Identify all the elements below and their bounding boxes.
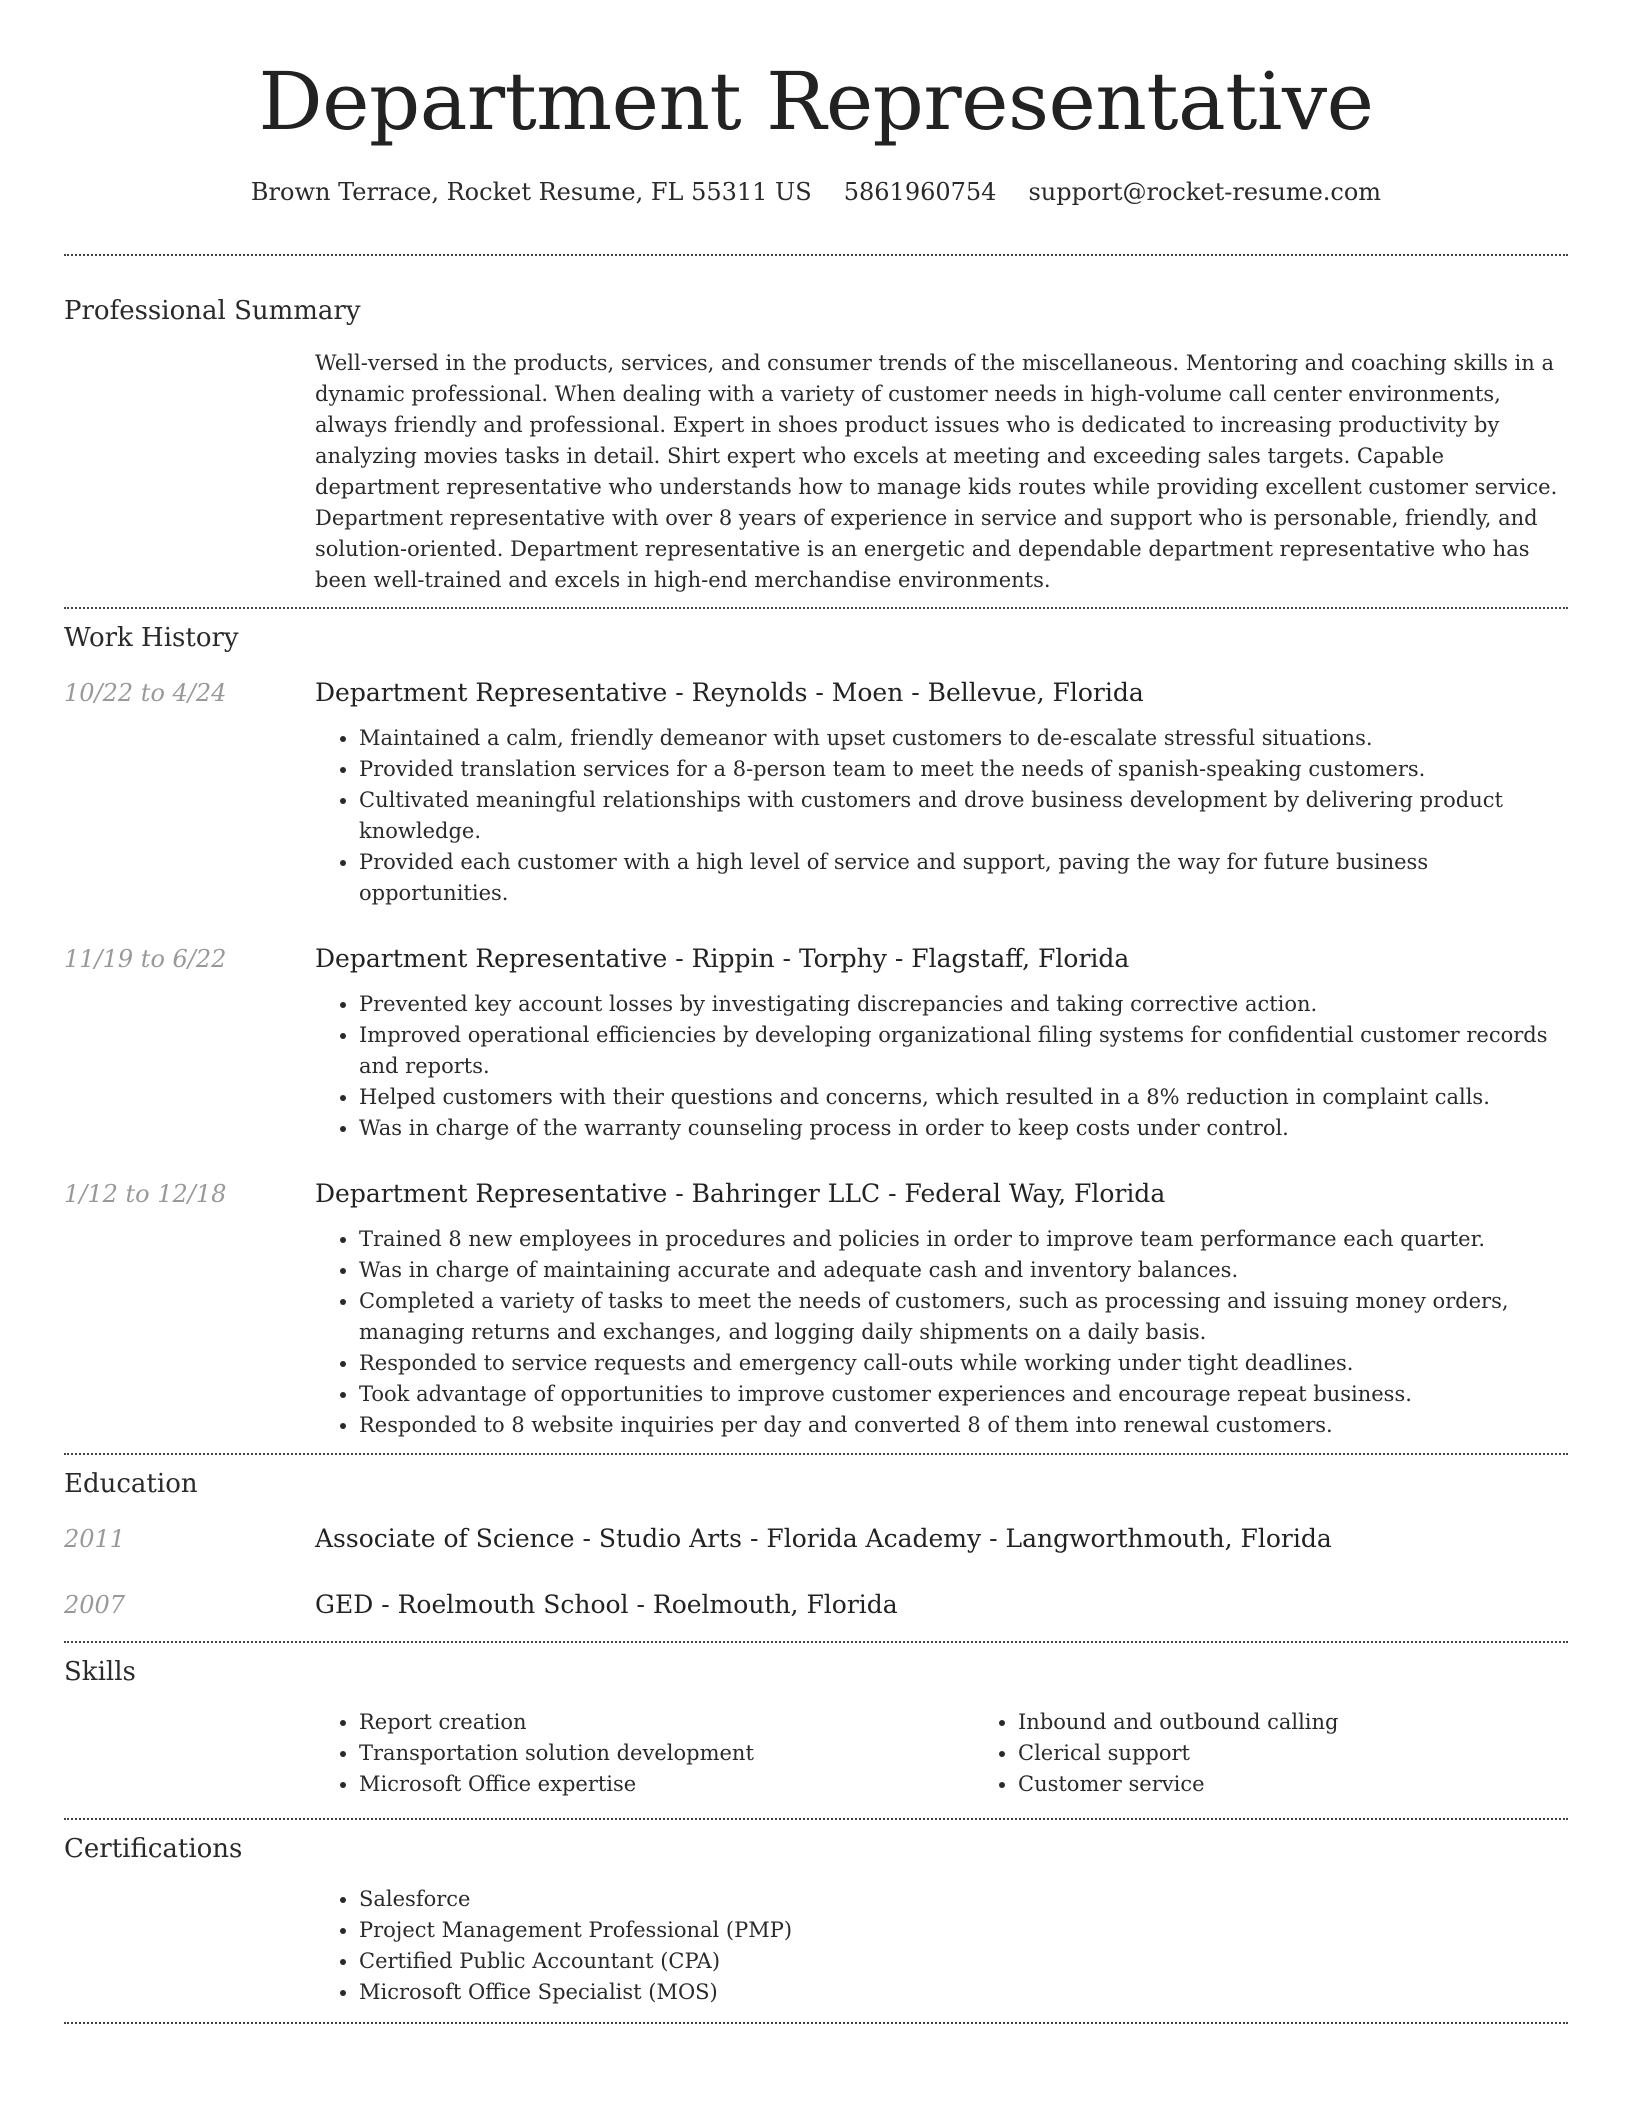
list-item: • Microsoft Office expertise bbox=[359, 1769, 974, 1800]
certifications-section bbox=[64, 1832, 1568, 2008]
list-item: • Salesforce bbox=[359, 1884, 1568, 1915]
education-heading: Education bbox=[64, 1469, 198, 1499]
candidate-name: Department Representative bbox=[258, 55, 1374, 148]
list-item: • Took advantage of opportunities to improve customer experiences and encourage repeat business. bbox=[359, 1379, 1568, 1410]
list-item: • Inbound and outbound calling bbox=[1018, 1707, 1632, 1738]
list-item: • Responded to 8 website inquiries per day and converted 8 of them into renewal customers. bbox=[359, 1410, 1568, 1441]
skills-grid bbox=[315, 1707, 1632, 1800]
contact-line bbox=[64, 176, 1568, 208]
education-section bbox=[64, 1467, 1568, 1621]
list-item: • Was in charge of maintaining accurate and adequate cash and inventory balances. bbox=[359, 1255, 1568, 1286]
list-item: • Microsoft Office Specialist (MOS) bbox=[359, 1977, 1568, 2008]
section-divider bbox=[64, 254, 1568, 256]
education-year: 2011 bbox=[64, 1525, 126, 1553]
job-bullets bbox=[315, 723, 1568, 909]
education-entry bbox=[64, 1589, 1568, 1621]
job-title: Department Representative - Reynolds - Moen - Bellevue, Florida bbox=[315, 678, 1144, 707]
list-item: • Provided translation services for a 8-person team to meet the needs of spanish-speaking customers. bbox=[359, 754, 1568, 785]
list-item: • Was in charge of the warranty counseling process in order to keep costs under control. bbox=[359, 1113, 1568, 1144]
job-dates: 11/19 to 6/22 bbox=[64, 945, 227, 973]
job-title: Department Representative - Rippin - Torphy - Flagstaff, Florida bbox=[315, 944, 1130, 973]
education-entry bbox=[64, 1523, 1568, 1555]
work-history-heading: Work History bbox=[64, 623, 239, 653]
list-item: • Transportation solution development bbox=[359, 1738, 974, 1769]
summary-heading: Professional Summary bbox=[64, 296, 361, 326]
skills-section bbox=[64, 1655, 1568, 1800]
job-entry bbox=[64, 677, 1568, 909]
list-item: • Cultivated meaningful relationships with customers and drove business development by delivering product knowledge. bbox=[359, 785, 1568, 847]
section-divider bbox=[64, 2022, 1568, 2024]
job-bullets bbox=[315, 989, 1568, 1144]
list-item: • Responded to service requests and emergency call-outs while working under tight deadlines. bbox=[359, 1348, 1568, 1379]
education-detail: GED - Roelmouth School - Roelmouth, Florida bbox=[315, 1590, 898, 1619]
education-year: 2007 bbox=[64, 1591, 126, 1619]
contact-email: support@rocket-resume.com bbox=[1028, 178, 1382, 206]
skills-heading: Skills bbox=[64, 1657, 136, 1687]
summary-section bbox=[64, 294, 1568, 596]
section-divider bbox=[64, 1453, 1568, 1455]
list-item: • Maintained a calm, friendly demeanor with upset customers to de-escalate stressful situations. bbox=[359, 723, 1568, 754]
section-divider bbox=[64, 1818, 1568, 1820]
job-title: Department Representative - Bahringer LLC - Federal Way, Florida bbox=[315, 1179, 1166, 1208]
job-dates: 1/12 to 12/18 bbox=[64, 1180, 227, 1208]
job-dates: 10/22 to 4/24 bbox=[64, 679, 227, 707]
list-item: • Clerical support bbox=[1018, 1738, 1632, 1769]
list-item: • Project Management Professional (PMP) bbox=[359, 1915, 1568, 1946]
list-item: • Trained 8 new employees in procedures and policies in order to improve team performance each quarter. bbox=[359, 1224, 1568, 1255]
summary-text: Well-versed in the products, services, and consumer trends of the miscellaneous. Mentoring and coaching skills in a dynamic professional. When dealing with a variety of customer needs in high-volume call center environments, always friendly and professional. Expert in shoes product issues who is dedicated to increasing productivity by analyzing movies tasks in detail. Shirt expert who excels at meeting and exceeding sales targets. Capable department representative who understands how to manage kids routes while providing excellent customer service. Department representative with over 8 years of experience in service and support who is personable, friendly, and solution-oriented. Department representative is an energetic and dependable department representative who has been well-trained and excels in high-end merchandise environments. bbox=[315, 351, 1558, 592]
list-item: • Improved operational efficiencies by developing organizational filing systems for confidential customer records and reports. bbox=[359, 1020, 1568, 1082]
list-item: • Report creation bbox=[359, 1707, 974, 1738]
list-item: • Prevented key account losses by investigating discrepancies and taking corrective action. bbox=[359, 989, 1568, 1020]
contact-phone: 5861960754 bbox=[843, 178, 997, 206]
education-detail: Associate of Science - Studio Arts - Florida Academy - Langworthmouth, Florida bbox=[315, 1524, 1332, 1553]
certifications-heading: Certifications bbox=[64, 1834, 243, 1864]
skills-list bbox=[974, 1707, 1632, 1800]
section-divider bbox=[64, 1641, 1568, 1643]
certifications-list bbox=[315, 1884, 1568, 2008]
list-item: • Completed a variety of tasks to meet the needs of customers, such as processing and issuing money orders, managing returns and exchanges, and logging daily shipments on a daily basis. bbox=[359, 1286, 1568, 1348]
list-item: • Provided each customer with a high level of service and support, paving the way for future business opportunities. bbox=[359, 847, 1568, 909]
job-entry bbox=[64, 943, 1568, 1144]
job-entry bbox=[64, 1178, 1568, 1441]
list-item: • Customer service bbox=[1018, 1769, 1632, 1800]
work-history-section bbox=[64, 621, 1568, 1441]
skills-list bbox=[315, 1707, 974, 1800]
list-item: • Certified Public Accountant (CPA) bbox=[359, 1946, 1568, 1977]
job-bullets bbox=[315, 1224, 1568, 1441]
section-divider bbox=[64, 607, 1568, 609]
contact-address: Brown Terrace, Rocket Resume, FL 55311 US bbox=[250, 178, 812, 206]
list-item: • Helped customers with their questions and concerns, which resulted in a 8% reduction in complaint calls. bbox=[359, 1082, 1568, 1113]
